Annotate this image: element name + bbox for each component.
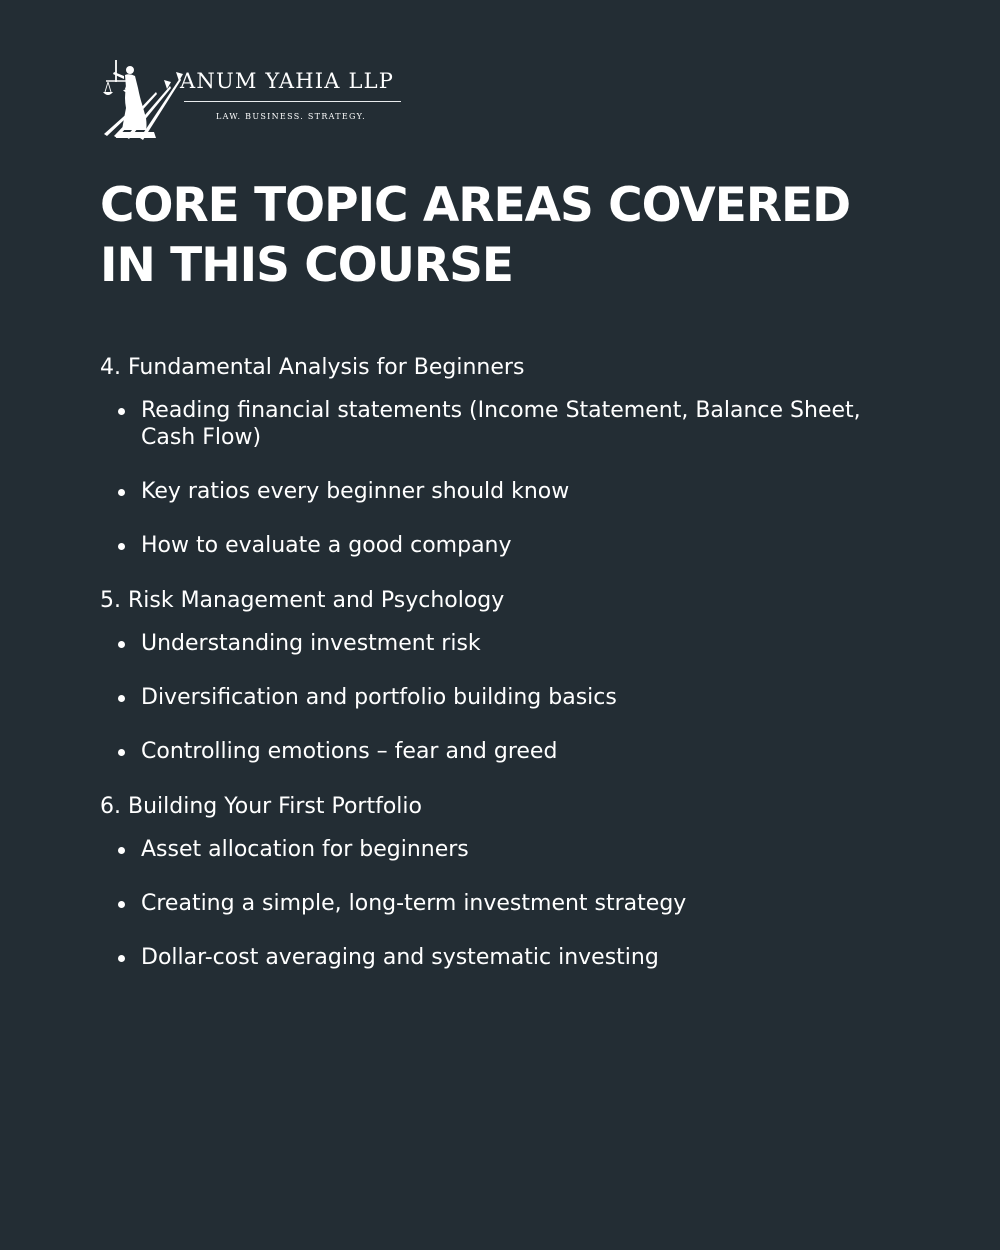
list-item bbox=[100, 630, 920, 657]
list-item bbox=[100, 890, 920, 917]
bullet-dot-icon bbox=[118, 901, 125, 908]
bullet-dot-icon bbox=[118, 489, 125, 496]
bullet-list bbox=[100, 397, 920, 559]
brand-name: ANUM YAHIA LLP bbox=[180, 69, 395, 93]
section-first-portfolio bbox=[100, 792, 920, 971]
list-item bbox=[100, 836, 920, 863]
list-item bbox=[100, 738, 920, 765]
list-item-text: Understanding investment risk bbox=[141, 631, 481, 656]
list-item bbox=[100, 478, 920, 505]
list-item-text: Reading financial statements (Income Statement, Balance Sheet, Cash Flow) bbox=[141, 398, 861, 450]
list-item-text: Diversification and portfolio building basics bbox=[141, 685, 617, 710]
bullet-list bbox=[100, 836, 920, 971]
section-heading: 5. Risk Management and Psychology bbox=[100, 588, 505, 613]
section-fundamental-analysis bbox=[100, 353, 920, 559]
bullet-dot-icon bbox=[118, 543, 125, 550]
bullet-dot-icon bbox=[118, 955, 125, 962]
topic-list bbox=[100, 353, 920, 998]
list-item bbox=[100, 684, 920, 711]
list-item bbox=[100, 532, 920, 559]
section-heading: 6. Building Your First Portfolio bbox=[100, 794, 422, 819]
bullet-dot-icon bbox=[118, 749, 125, 756]
list-item-text: Controlling emotions – fear and greed bbox=[141, 739, 558, 764]
brand-logo bbox=[100, 58, 420, 142]
bullet-list bbox=[100, 630, 920, 765]
section-risk-management bbox=[100, 586, 920, 765]
section-heading: 4. Fundamental Analysis for Beginners bbox=[100, 355, 525, 380]
bullet-dot-icon bbox=[118, 408, 125, 415]
lady-justice-icon bbox=[100, 58, 184, 140]
brand-divider bbox=[184, 101, 401, 102]
bullet-dot-icon bbox=[118, 641, 125, 648]
page-title: CORE TOPIC AREAS COVERED IN THIS COURSE bbox=[100, 178, 851, 293]
bullet-dot-icon bbox=[118, 695, 125, 702]
list-item-text: How to evaluate a good company bbox=[141, 533, 512, 558]
list-item-text: Asset allocation for beginners bbox=[141, 837, 469, 862]
list-item-text: Creating a simple, long-term investment strategy bbox=[141, 891, 687, 916]
list-item-text: Dollar-cost averaging and systematic investing bbox=[141, 945, 659, 970]
list-item bbox=[100, 944, 920, 971]
bullet-dot-icon bbox=[118, 847, 125, 854]
brand-tagline: LAW. BUSINESS. STRATEGY. bbox=[216, 112, 366, 121]
list-item-text: Key ratios every beginner should know bbox=[141, 479, 570, 504]
list-item bbox=[100, 397, 920, 451]
